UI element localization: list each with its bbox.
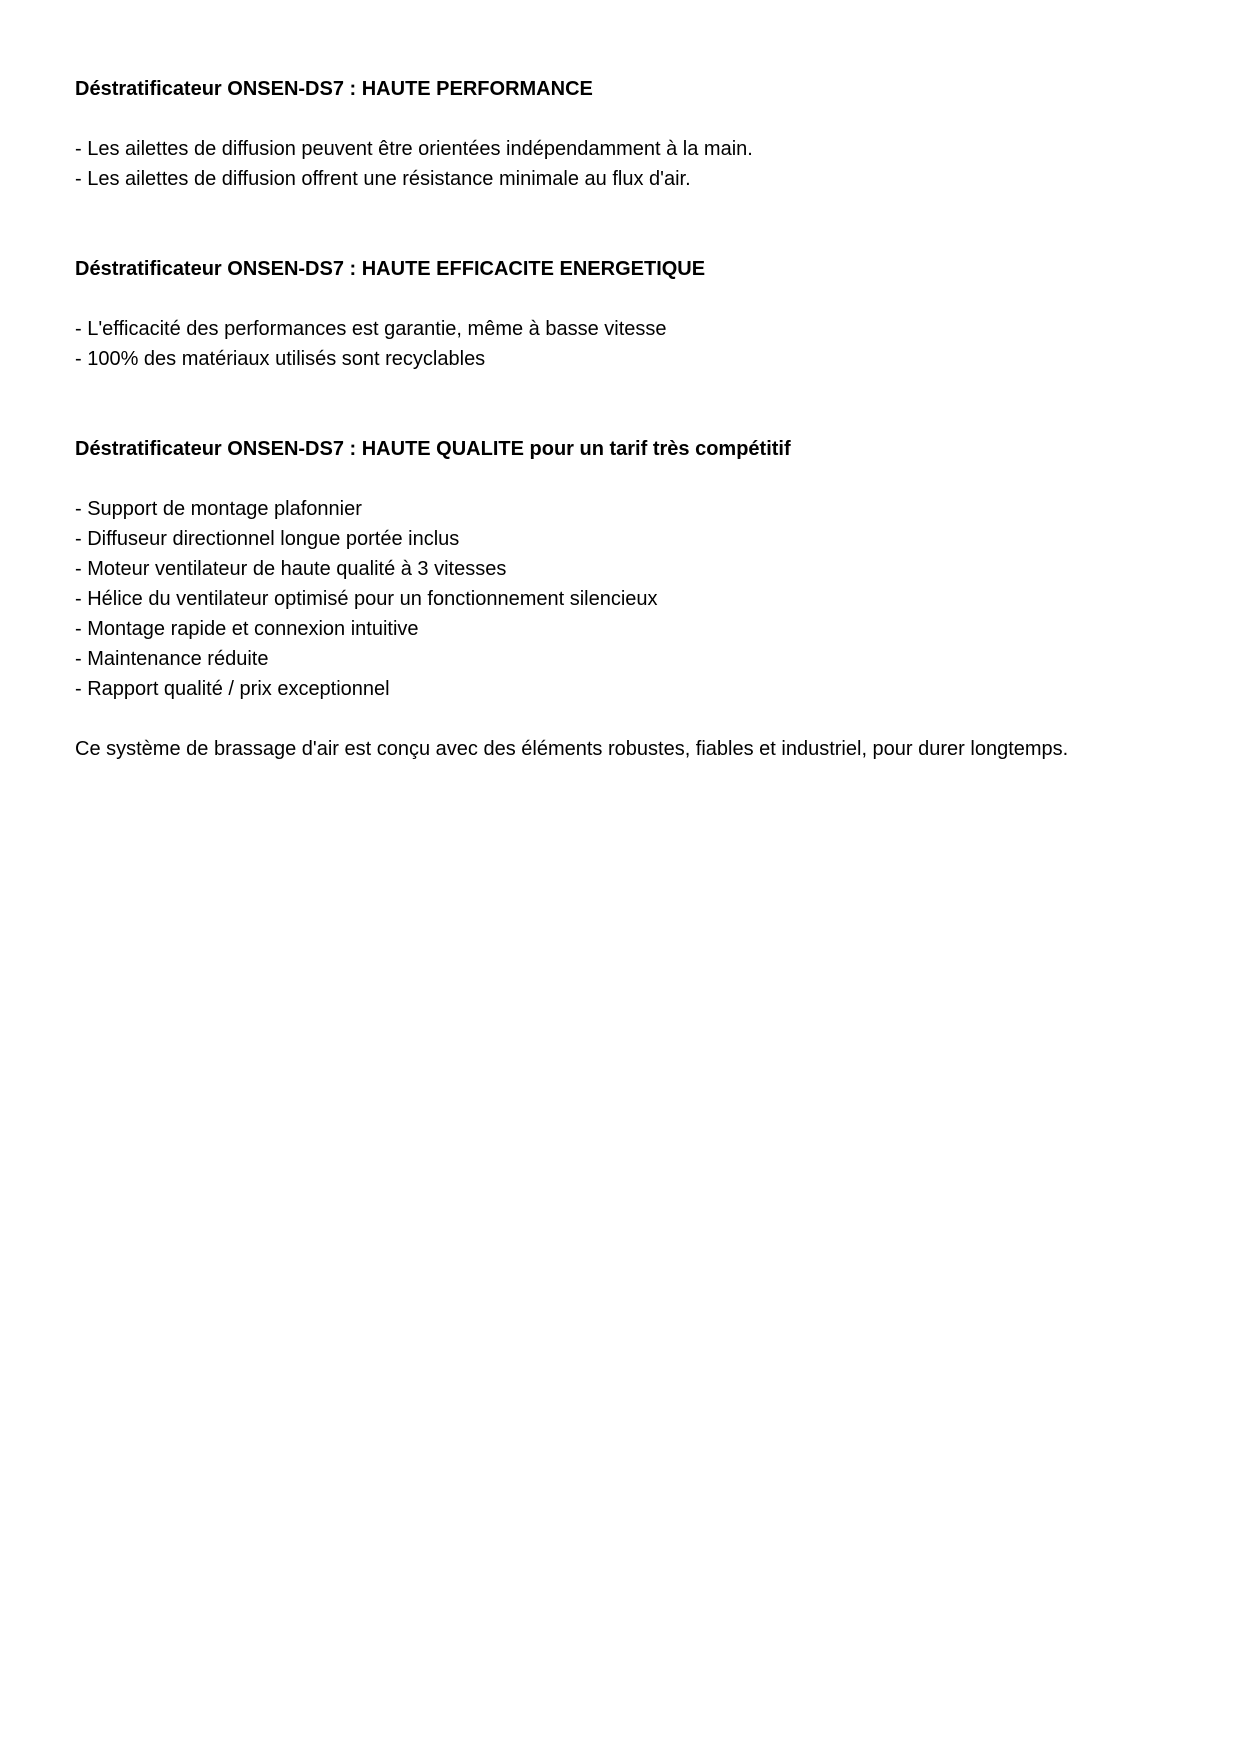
section-title: Déstratificateur ONSEN-DS7 : HAUTE QUALITE pour un tarif très compétitif bbox=[75, 438, 791, 460]
bullet-list bbox=[75, 134, 1175, 194]
closing-paragraph: Ce système de brassage d'air est conçu avec des éléments robustes, fiables et industriel, pour durer longtemps. bbox=[75, 738, 1069, 760]
bullet-item: - Moteur ventilateur de haute qualité à 3 vitesses bbox=[75, 558, 507, 580]
section-title: Déstratificateur ONSEN-DS7 : HAUTE EFFICACITE ENERGETIQUE bbox=[75, 258, 706, 280]
bullet-item: - Maintenance réduite bbox=[75, 648, 269, 670]
document-content bbox=[75, 74, 1175, 764]
bullet-item: - Les ailettes de diffusion offrent une résistance minimale au flux d'air. bbox=[75, 168, 691, 190]
bullet-list bbox=[75, 314, 1175, 374]
bullet-item: - Diffuseur directionnel longue portée inclus bbox=[75, 528, 460, 550]
bullet-item: - Support de montage plafonnier bbox=[75, 498, 362, 520]
section-quality bbox=[75, 434, 1175, 764]
bullet-item: - Rapport qualité / prix exceptionnel bbox=[75, 678, 390, 700]
section-performance bbox=[75, 74, 1175, 194]
section-energy-efficiency bbox=[75, 254, 1175, 374]
bullet-item: - 100% des matériaux utilisés sont recyclables bbox=[75, 348, 486, 370]
section-title: Déstratificateur ONSEN-DS7 : HAUTE PERFORMANCE bbox=[75, 78, 593, 100]
bullet-item: - Les ailettes de diffusion peuvent être orientées indépendamment à la main. bbox=[75, 138, 753, 160]
bullet-item: - Montage rapide et connexion intuitive bbox=[75, 618, 419, 640]
bullet-item: - L'efficacité des performances est garantie, même à basse vitesse bbox=[75, 318, 667, 340]
bullet-list bbox=[75, 494, 1175, 704]
bullet-item: - Hélice du ventilateur optimisé pour un fonctionnement silencieux bbox=[75, 588, 658, 610]
